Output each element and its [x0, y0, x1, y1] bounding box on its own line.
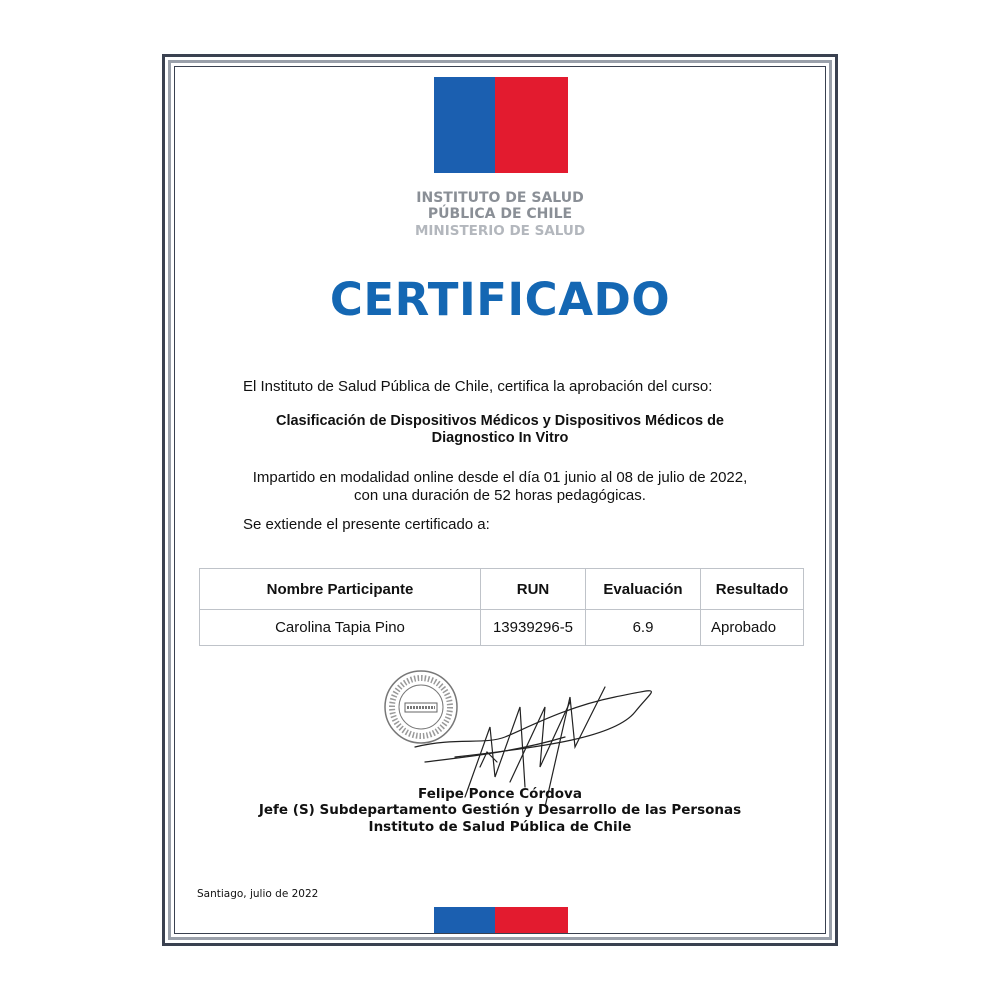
participant-name: Carolina Tapia Pino — [200, 610, 481, 646]
modality-text — [165, 469, 835, 505]
intro-text: El Instituto de Salud Pública de Chile, certifica la aprobación del curso: — [243, 378, 713, 395]
header-evaluation: Evaluación — [586, 569, 701, 610]
certificate-title: CERTIFICADO — [329, 273, 671, 326]
participant-run: 13939296-5 — [481, 610, 586, 646]
institution-name-line2: PÚBLICA DE CHILE — [427, 206, 573, 222]
course-name-line1: Clasificación de Dispositivos Médicos y Dispositivos Médicos de — [275, 413, 724, 429]
place-date: Santiago, julio de 2022 — [197, 888, 319, 900]
signer-institution: Instituto de Salud Pública de Chile — [368, 819, 632, 835]
modality-line1: Impartido en modalidad online desde el día 01 junio al 08 de julio de 2022, — [252, 469, 748, 486]
participant-result: Aprobado — [701, 610, 804, 646]
signer-name: Felipe Ponce Córdova — [418, 786, 582, 802]
institution-name-line1: INSTITUTO DE SALUD — [416, 190, 584, 206]
participant-table — [199, 568, 804, 646]
header-result: Resultado — [701, 569, 804, 610]
flag-blue-block — [434, 77, 495, 173]
extends-text: Se extiende el presente certificado a: — [243, 516, 490, 533]
flag-red-block — [495, 77, 568, 173]
modality-line2: con una duración de 52 horas pedagógicas. — [354, 487, 646, 504]
course-name — [165, 413, 835, 447]
signer-position: Jefe (S) Subdepartamento Gestión y Desarrollo de las Personas — [258, 802, 742, 818]
table-row — [200, 610, 804, 646]
course-name-line2: Diagnostico In Vitro — [431, 430, 569, 446]
footer-flag-blue-block — [434, 907, 495, 933]
participant-evaluation: 6.9 — [586, 610, 701, 646]
table-header-row — [200, 569, 804, 610]
ministry-name: MINISTERIO DE SALUD — [414, 223, 586, 239]
certificate-frame — [162, 54, 838, 946]
header-participant-name: Nombre Participante — [200, 569, 481, 610]
header-run: RUN — [481, 569, 586, 610]
footer-flag-red-block — [495, 907, 568, 933]
